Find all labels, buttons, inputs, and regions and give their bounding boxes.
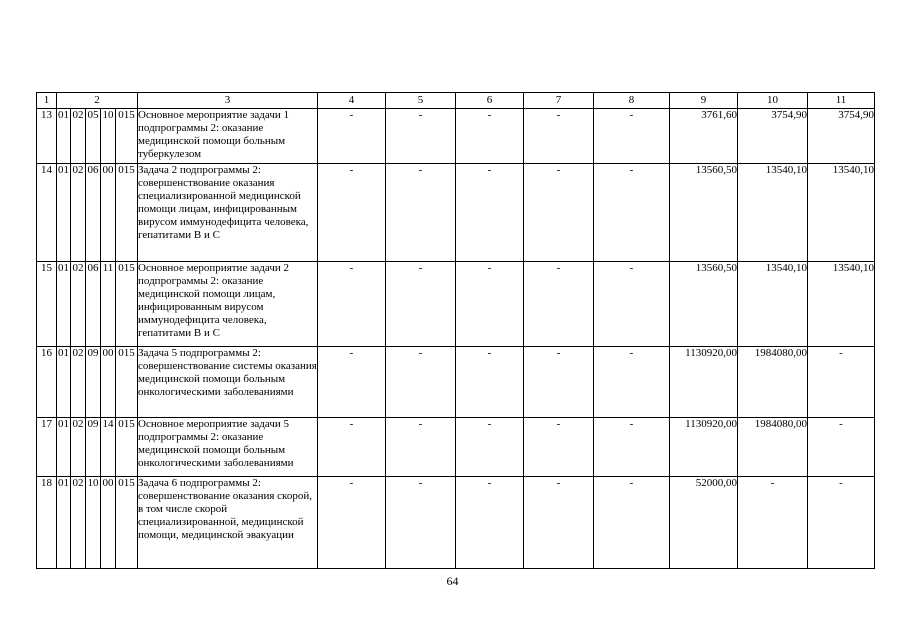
description-cell: Задача 6 подпрограммы 2: совершенствование оказания скорой, в том числе скорой специализированной, медицинской помощи, медицинской эвакуации xyxy=(138,477,318,569)
value-cell: - xyxy=(318,164,386,262)
value-cell: - xyxy=(456,347,524,418)
code-cell: 14 xyxy=(101,418,116,477)
table-row xyxy=(37,262,875,347)
value-cell: - xyxy=(524,477,594,569)
value-cell: - xyxy=(594,418,670,477)
value-cell: 52000,00 xyxy=(670,477,738,569)
code-cell: 10 xyxy=(101,109,116,164)
value-cell: - xyxy=(456,418,524,477)
code-cell: 10 xyxy=(86,477,101,569)
value-cell: - xyxy=(456,262,524,347)
header-col-8: 8 xyxy=(594,93,670,109)
value-cell: - xyxy=(524,164,594,262)
value-cell: 1130920,00 xyxy=(670,347,738,418)
code-cell: 00 xyxy=(101,164,116,262)
code-cell: 01 xyxy=(57,347,71,418)
value-cell: - xyxy=(318,347,386,418)
value-cell: - xyxy=(386,418,456,477)
code-cell: 00 xyxy=(101,347,116,418)
value-cell: 1130920,00 xyxy=(670,418,738,477)
header-row xyxy=(37,93,875,109)
header-col-4: 4 xyxy=(318,93,386,109)
code-cell: 015 xyxy=(116,477,138,569)
description-cell: Задача 5 подпрограммы 2: совершенствование системы оказания медицинской помощи больным онкологическими заболеваниями xyxy=(138,347,318,418)
row-number: 16 xyxy=(37,347,57,418)
header-col-5: 5 xyxy=(386,93,456,109)
code-cell: 01 xyxy=(57,164,71,262)
value-cell: 1984080,00 xyxy=(738,347,808,418)
value-cell: 1984080,00 xyxy=(738,418,808,477)
row-number: 13 xyxy=(37,109,57,164)
value-cell: - xyxy=(524,347,594,418)
value-cell: - xyxy=(594,347,670,418)
header-col-7: 7 xyxy=(524,93,594,109)
description-cell: Основное мероприятие задачи 5 подпрограммы 2: оказание медицинской помощи больным онкологическими заболеваниями xyxy=(138,418,318,477)
code-cell: 11 xyxy=(101,262,116,347)
value-cell: - xyxy=(386,262,456,347)
value-cell: - xyxy=(594,477,670,569)
value-cell: 13540,10 xyxy=(808,262,875,347)
code-cell: 05 xyxy=(86,109,101,164)
value-cell: - xyxy=(386,477,456,569)
header-col-11: 11 xyxy=(808,93,875,109)
value-cell: - xyxy=(808,347,875,418)
row-number: 15 xyxy=(37,262,57,347)
code-cell: 09 xyxy=(86,418,101,477)
value-cell: - xyxy=(386,347,456,418)
code-cell: 015 xyxy=(116,164,138,262)
code-cell: 06 xyxy=(86,262,101,347)
value-cell: - xyxy=(524,418,594,477)
header-col-3: 3 xyxy=(138,93,318,109)
value-cell: - xyxy=(318,418,386,477)
value-cell: - xyxy=(524,262,594,347)
header-col-9: 9 xyxy=(670,93,738,109)
code-cell: 015 xyxy=(116,262,138,347)
row-number: 17 xyxy=(37,418,57,477)
value-cell: 13560,50 xyxy=(670,262,738,347)
table-row xyxy=(37,347,875,418)
header-col-6: 6 xyxy=(456,93,524,109)
row-number: 18 xyxy=(37,477,57,569)
value-cell: - xyxy=(808,418,875,477)
description-cell: Основное мероприятие задачи 1 подпрограммы 2: оказание медицинской помощи больным туберкулезом xyxy=(138,109,318,164)
description-cell: Задача 2 подпрограммы 2: совершенствование оказания специализированной медицинской помощи лицам, инфицированным вирусом иммунодефицита человека, гепатитами В и С xyxy=(138,164,318,262)
value-cell: - xyxy=(808,477,875,569)
budget-table xyxy=(36,92,875,569)
code-cell: 02 xyxy=(71,477,86,569)
value-cell: - xyxy=(594,262,670,347)
value-cell: - xyxy=(318,477,386,569)
code-cell: 00 xyxy=(101,477,116,569)
code-cell: 015 xyxy=(116,418,138,477)
value-cell: - xyxy=(386,164,456,262)
value-cell: - xyxy=(318,262,386,347)
value-cell: - xyxy=(524,109,594,164)
code-cell: 01 xyxy=(57,262,71,347)
value-cell: - xyxy=(594,164,670,262)
header-col-1: 1 xyxy=(37,93,57,109)
code-cell: 02 xyxy=(71,347,86,418)
value-cell: 13540,10 xyxy=(738,164,808,262)
value-cell: - xyxy=(318,109,386,164)
value-cell: - xyxy=(386,109,456,164)
value-cell: - xyxy=(456,109,524,164)
value-cell: 3761,60 xyxy=(670,109,738,164)
code-cell: 06 xyxy=(86,164,101,262)
value-cell: 13540,10 xyxy=(738,262,808,347)
value-cell: - xyxy=(456,477,524,569)
header-col-2: 2 xyxy=(57,93,138,109)
value-cell: - xyxy=(456,164,524,262)
code-cell: 02 xyxy=(71,109,86,164)
value-cell: - xyxy=(594,109,670,164)
code-cell: 02 xyxy=(71,262,86,347)
table-row xyxy=(37,418,875,477)
code-cell: 01 xyxy=(57,477,71,569)
value-cell: 3754,90 xyxy=(738,109,808,164)
table-row xyxy=(37,477,875,569)
value-cell: 13560,50 xyxy=(670,164,738,262)
code-cell: 01 xyxy=(57,418,71,477)
code-cell: 015 xyxy=(116,109,138,164)
code-cell: 02 xyxy=(71,164,86,262)
value-cell: - xyxy=(738,477,808,569)
row-number: 14 xyxy=(37,164,57,262)
page-number: 64 xyxy=(446,574,459,588)
header-col-10: 10 xyxy=(738,93,808,109)
code-cell: 02 xyxy=(71,418,86,477)
value-cell: 13540,10 xyxy=(808,164,875,262)
code-cell: 09 xyxy=(86,347,101,418)
value-cell: 3754,90 xyxy=(808,109,875,164)
table-row xyxy=(37,164,875,262)
table-row xyxy=(37,109,875,164)
code-cell: 015 xyxy=(116,347,138,418)
description-cell: Основное мероприятие задачи 2 подпрограммы 2: оказание медицинской помощи лицам, инфицированным вирусом иммунодефицита человека, гепатитами В и С xyxy=(138,262,318,347)
code-cell: 01 xyxy=(57,109,71,164)
